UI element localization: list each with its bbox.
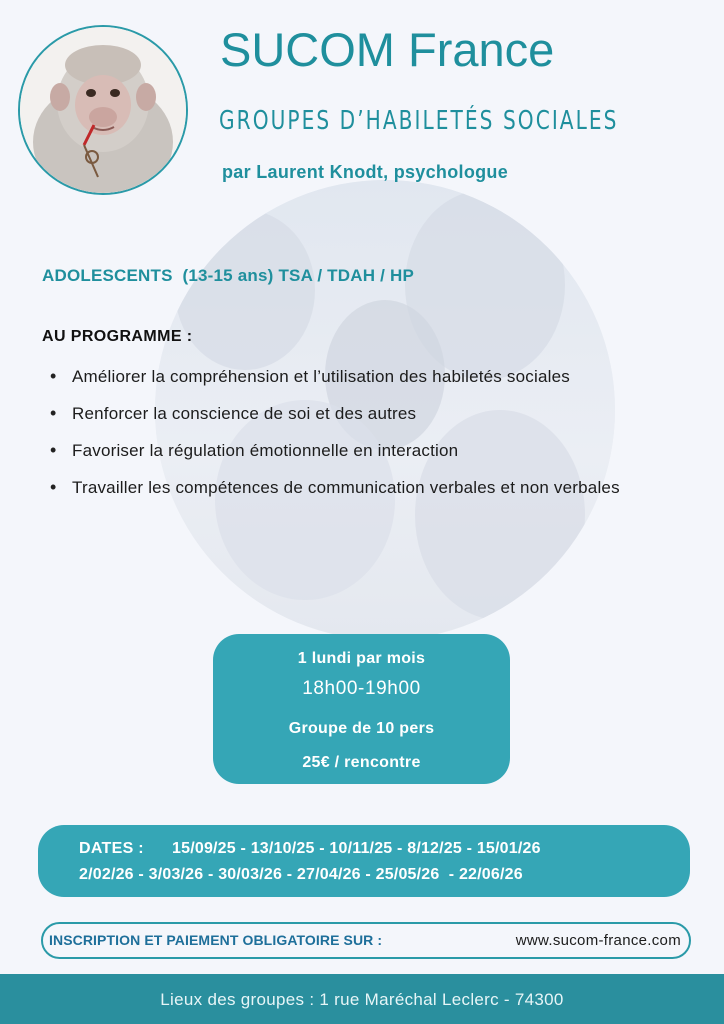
- footer-bar: [0, 974, 724, 1024]
- price-text: 25€ / rencontre: [302, 754, 421, 771]
- programme-item: • Favoriser la régulation émotionnelle en interaction: [42, 440, 682, 461]
- frequency-text: 1 lundi par mois: [297, 650, 426, 667]
- dates-label: DATES :: [79, 840, 144, 857]
- location-text: Lieux des groupes : 1 rue Maréchal Leclerc - 74300: [160, 990, 564, 1009]
- monkey-portrait-icon: [18, 25, 188, 195]
- signup-banner: [41, 922, 691, 959]
- page-subtitle: GROUPES D’HABILETÉS SOCIALES: [219, 106, 619, 136]
- programme-item: • Renforcer la conscience de soi et des autres: [42, 403, 682, 424]
- signup-label: INSCRIPTION ET PAIEMENT OBLIGATOIRE SUR :: [49, 932, 383, 948]
- time-text: 18h00-19h00: [302, 678, 421, 699]
- group-size-text: Groupe de 10 pers: [288, 720, 435, 737]
- website-link[interactable]: www.sucom-france.com: [515, 932, 681, 949]
- programme-heading: AU PROGRAMME :: [42, 328, 193, 345]
- programme-list: [42, 366, 682, 514]
- audience-heading: ADOLESCENTS (13-15 ans) TSA / TDAH / HP: [42, 266, 414, 285]
- dates-row-2: 2/02/26 - 3/03/26 - 30/03/26 - 27/04/26 - 25/05/26 - 22/06/26: [79, 866, 523, 883]
- dates-box: [38, 825, 690, 897]
- session-info-box: [213, 634, 510, 784]
- page-title: SUCOM France: [220, 23, 555, 76]
- programme-item: • Améliorer la compréhension et l’utilisation des habiletés sociales: [42, 366, 682, 387]
- dates-row-1: 15/09/25 - 13/10/25 - 10/11/25 - 8/12/25 - 15/01/26: [172, 840, 541, 857]
- author-line: par Laurent Knodt, psychologue: [222, 162, 509, 182]
- programme-item: • Travailler les compétences de communication verbales et non verbales: [42, 477, 682, 498]
